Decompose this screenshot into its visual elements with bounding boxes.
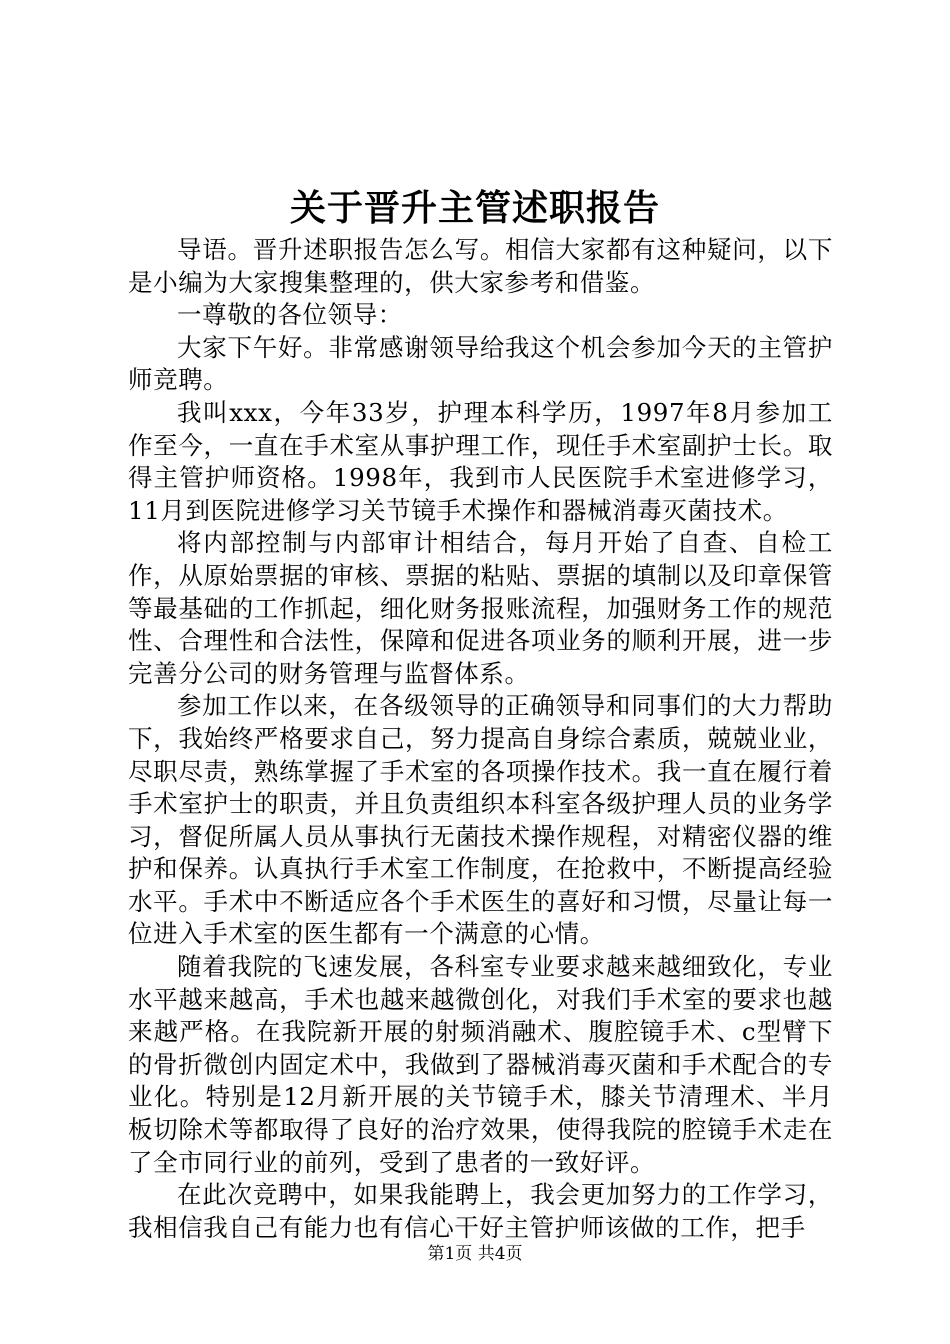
paragraph-greeting: 大家下午好。非常感谢领导给我这个机会参加今天的主管护师竞聘。 — [128, 332, 833, 395]
paragraph-self-intro: 我叫xxx，今年33岁，护理本科学历，1997年8月参加工作至今，一直在手术室从事护理工作，现任手术室副护士长。取得主管护师资格。1998年，我到市人民医院手术室进修学习，11月到医院进修学习关节镜手术操作和器械消毒灭菌技术。 — [128, 397, 833, 525]
paragraph-competition: 在此次竞聘中，如果我能聘上，我会更加努力的工作学习，我相信我自己有能力也有信心干好主管护师该做的工作，把手 — [128, 1180, 833, 1242]
paragraph-salutation: 一尊敬的各位领导： — [177, 300, 403, 330]
paragraph-work-experience: 参加工作以来，在各级领导的正确领导和同事们的大力帮助下，我始终严格要求自己，努力提高自身综合素质，兢兢业业，尽职尽责，熟练掌握了手术室的各项操作技术。我一直在履行着手术室护士的职责，并且负责组织本科室各级护理人员的业务学习，督促所属人员从事执行无菌技术操作规程，对精密仪器的维护和保养。认真执行手术室工作制度，在抢救中，不断提高经验水平。手术中不断适应各个手术医生的喜好和习惯，尽量让每一位进入手术室的医生都有一个满意的心情。 — [128, 691, 833, 949]
paragraph-internal-control: 将内部控制与内部审计相结合，每月开始了自查、自检工作，从原始票据的审核、票据的粘贴、票据的填制以及印章保管等最基础的工作抓起，细化财务报账流程，加强财务工作的规范性、合理性和合法性，保障和促进各项业务的顺利开展，进一步完善分公司的财务管理与监督体系。 — [128, 528, 833, 688]
document-title: 关于晋升主管述职报告 — [289, 187, 660, 229]
page-indicator: 第1页 共4页 — [427, 1244, 523, 1264]
page-footer — [0, 1242, 950, 1266]
document-body — [128, 234, 833, 1244]
paragraph-intro: 导语。晋升述职报告怎么写。相信大家都有这种疑问，以下是小编为大家搜集整理的，供大家参考和借鉴。 — [128, 235, 833, 297]
paragraph-hospital-development: 随着我院的飞速发展，各科室专业要求越来越细致化，专业水平越来越高，手术也越来越微创化，对我们手术室的要求也越来越严格。在我院新开展的射频消融术、腹腔镜手术、c型臂下的骨折微创内固定术中，我做到了器械消毒灭菌和手术配合的专业化。特别是12月新开展的关节镜手术，膝关节清理术、半月板切除术等都取得了良好的治疗效果，使得我院的腔镜手术走在了全市同行业的前列，受到了患者的一致好评。 — [128, 952, 833, 1177]
